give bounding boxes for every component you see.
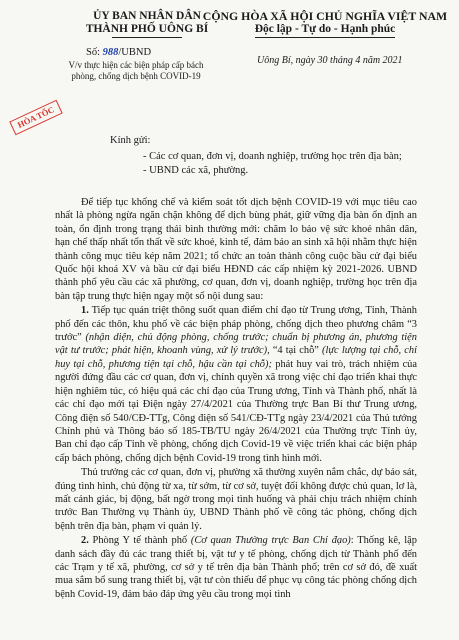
nation-title: CỘNG HÒA XÃ HỘI CHỦ NGHĨA VIỆT NAM (202, 9, 448, 23)
nation-motto: Độc lập - Tự do - Hạnh phúc (254, 23, 396, 35)
item-1-text-b: “4 tại chỗ” (269, 345, 323, 357)
doc-no-handwritten: 988 (102, 47, 119, 58)
document-body (55, 196, 417, 602)
item-2-number: 2. (81, 535, 89, 547)
recipient-1: - Các cơ quan, đơn vị, doanh nghiệp, trường học trên địa bàn; (143, 151, 402, 162)
paragraph-leaders: Thủ trưởng các cơ quan, đơn vị, phường xã thường xuyên nắm chắc, dự báo sát, đúng tình hình, chủ động từ xa, từ sớm, từ cơ sở, tuyệt đối không được chủ quan, lơ là, mất cảnh giác, bị động, bất ngờ trong mọi tình huống và phải chịu trách nhiệm chính trước Ban Thường vụ Thành ủy, UBND Thành phố về công tác phòng, chống dịch bệnh trên địa bàn, phạm vi quản lý. (55, 467, 417, 532)
subject-line-2: phòng, chống dịch bệnh COVID-19 (71, 71, 201, 81)
item-2-text-b: : Thống kê, lập danh sách đầy đủ các trang thiết bị, vật tư y tế phòng, chống dịch từ Thành phố đến các Trạm y tế xã, phường, cơ sở y tế trên địa bàn Thành phố; trên cơ sở đó, đề xuất mua sắm bổ sung trang thiết bị, vật tư còn thiếu để phục vụ công tác phòng chống dịch bệnh Covid-19, đảm bảo đáp ứng yêu cầu trong mọi tình (55, 535, 417, 600)
doc-no-prefix: Số: (86, 47, 101, 58)
document-number (86, 47, 151, 58)
item-1-text-c: phát huy vai trò, trách nhiệm của người đứng đầu các cơ quan, đơn vị, chính quyền xã trong việc chỉ đạo triển khai thực hiện nghiêm túc, có hiệu quả các chỉ đạo của Trung ương, Tỉnh và Thành phố, nhất là các chỉ đạo mới tại Điện ngày 27/4/2021 của Thường trực Ban Bí thư Trung ương, Công điện số 540/CĐ-TTg, Công điện số 541/CĐ-TTg ngày 23/4/2021 của Thủ tướng Chính phủ và Thông báo số 185-TB/TU ngày 26/4/2021 của Thường trực Tỉnh ủy, Ban chỉ đạo cấp Tỉnh về phòng, chống dịch Covid-19 về việc triển khai các biện pháp cấp bách phòng, chống dịch bệnh Covid-19 trong tình hình mới. (55, 358, 417, 464)
org-underline (112, 37, 182, 38)
item-1-text-a: Tiếp tục quán triệt thông suốt quan điểm chỉ đạo từ Trung ương, Tỉnh, Thành phố đến các thôn, khu phố về các biện pháp phòng, chống dịch theo phương châm “3 trước” (55, 305, 417, 344)
doc-no-suffix: /UBND (118, 47, 152, 58)
salutation: Kính gửi: (110, 135, 151, 146)
paragraph-intro: Để tiếp tục khống chế và kiểm soát tốt dịch bệnh COVID-19 với mục tiêu cao nhất là phòng ngừa ngăn chặn không để dịch bùng phát, giữ vững địa bàn ổn định an toàn, ổn định trong trạng thái bình thường mới: chăm lo bảo vệ sức khoẻ nhân dân, hạn chế thấp nhất tổn thất về sức khoẻ, kinh tế, đảm bảo an sinh xã hội nhằm thực hiện thành công mục tiêu kép năm 2021; tổ chức an toàn thành công cuộc bầu cử đại biểu Quốc hội khoá XV và bầu cử đại biểu HĐND các cấp nhiệm kỳ 2021-2026. UBND thành phố yêu cầu các xã phường, cơ quan, đơn vị, doanh nghiệp, trường học trên địa bàn tập trung thực hiện ngay một số nội dung sau: (55, 197, 417, 302)
item-2-text-a: Phòng Y tế thành phố (88, 535, 191, 547)
org-line-1: ỦY BAN NHÂN DÂN (93, 10, 201, 22)
item-1-number: 1. (81, 305, 89, 317)
paragraph-item-2 (55, 534, 417, 601)
urgent-stamp: HỎA TỐC (9, 100, 62, 136)
item-1-italic-b: (lực lượng tại chỗ, chỉ huy tại chỗ, phương tiện tại chỗ, hậu cần tại chỗ); (55, 345, 417, 370)
paragraph-item-1 (55, 304, 417, 465)
org-line-2: THÀNH PHỐ UÔNG BÍ (85, 23, 209, 35)
motto-underline (255, 37, 395, 38)
national-header (200, 10, 450, 38)
item-1-italic-a: (nhận diện, chủ động phòng, chống trước; chuẩn bị phương án, phương tiện vật tư trước; phát hiện, khoanh vùng, xử lý trước), (55, 332, 417, 357)
document-subject (36, 60, 236, 82)
recipient-2: - UBND các xã, phường. (143, 165, 249, 176)
item-2-italic: (Cơ quan Thường trực Ban Chỉ đạo) (190, 535, 351, 547)
subject-line-1: V/v thực hiện các biện pháp cấp bách (68, 60, 204, 70)
issue-date: Uông Bí, ngày 30 tháng 4 năm 2021 (257, 55, 403, 66)
